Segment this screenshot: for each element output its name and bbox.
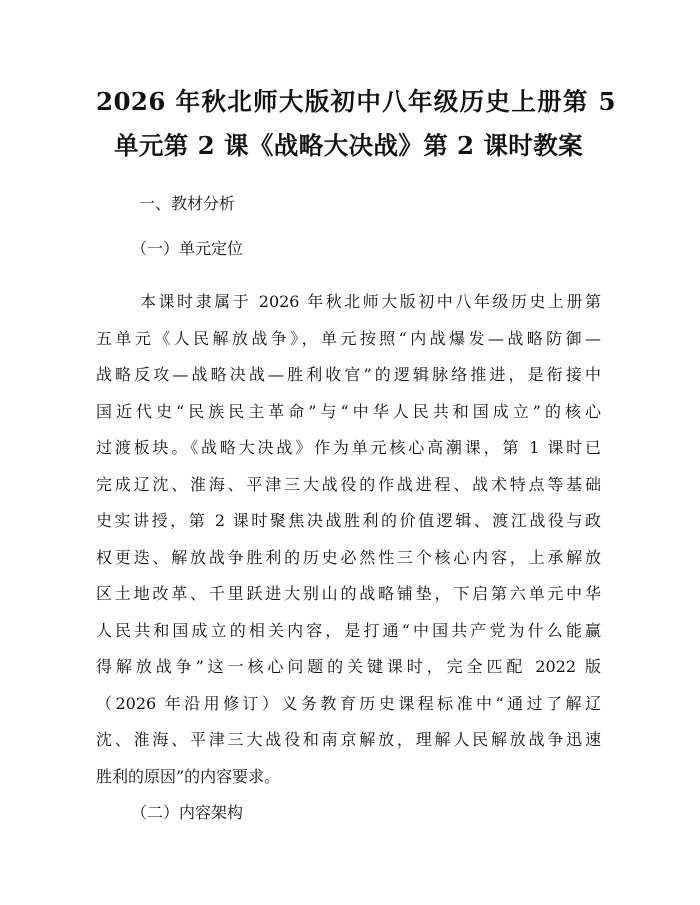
paragraph-line: 本课时隶属于 2026 年秋北师大版初中八年级历史上册第 (140, 292, 601, 311)
paragraph-line: 区土地改革、千里跃进大别山的战略铺垫，下启第六单元中华 (96, 584, 601, 603)
paragraph-line: 权更迭、解放战争胜利的历史必然性三个核心内容，上承解放 (96, 547, 601, 567)
paragraph-line: 胜利的原因”的内容要求。 (96, 766, 281, 786)
paragraph-line: 五单元《人民解放战争》，单元按照“内战爆发—战略防御— (96, 328, 601, 348)
title-line: 单元第 2 课《战略大决战》第 2 课时教案 (114, 131, 584, 160)
paragraph-line: 史实讲授，第 2 课时聚焦决战胜利的价值逻辑、渡江战役与政 (96, 511, 601, 530)
paragraph-line: 战略反攻—战略决战—胜利收官”的逻辑脉络推进，是衔接中 (96, 365, 601, 384)
paragraph-line: 过渡板块。《战略大决战》作为单元核心高潮课，第 1 课时已 (96, 438, 601, 457)
paragraph-line: 得解放战争”这一核心问题的关键课时，完全匹配 2022 版 (96, 657, 601, 676)
body-paragraph (96, 284, 601, 795)
paragraph-line: 国近代史“民族民主革命”与“中华人民共和国成立”的核心 (96, 401, 601, 421)
paragraph-line: 人民共和国成立的相关内容，是打通“中国共产党为什么能赢 (96, 620, 601, 640)
paragraph-line: （2026 年沿用修订）义务教育历史课程标准中“通过了解辽 (96, 693, 601, 713)
title-line: 2026 年秋北师大版初中八年级历史上册第 5 (96, 87, 616, 116)
subsection-heading-unit-positioning: （一）单元定位 (131, 239, 244, 258)
paragraph-line: 沈、淮海、平津三大战役和南京解放，理解人民解放战争迅速 (96, 730, 601, 749)
paragraph-line: 完成辽沈、淮海、平津三大战役的作战进程、战术特点等基础 (96, 474, 601, 494)
subsection-heading-content-structure: （二）内容架构 (131, 803, 244, 822)
document-title (96, 80, 616, 168)
section-heading-textbook-analysis: 一、教材分析 (139, 194, 236, 213)
